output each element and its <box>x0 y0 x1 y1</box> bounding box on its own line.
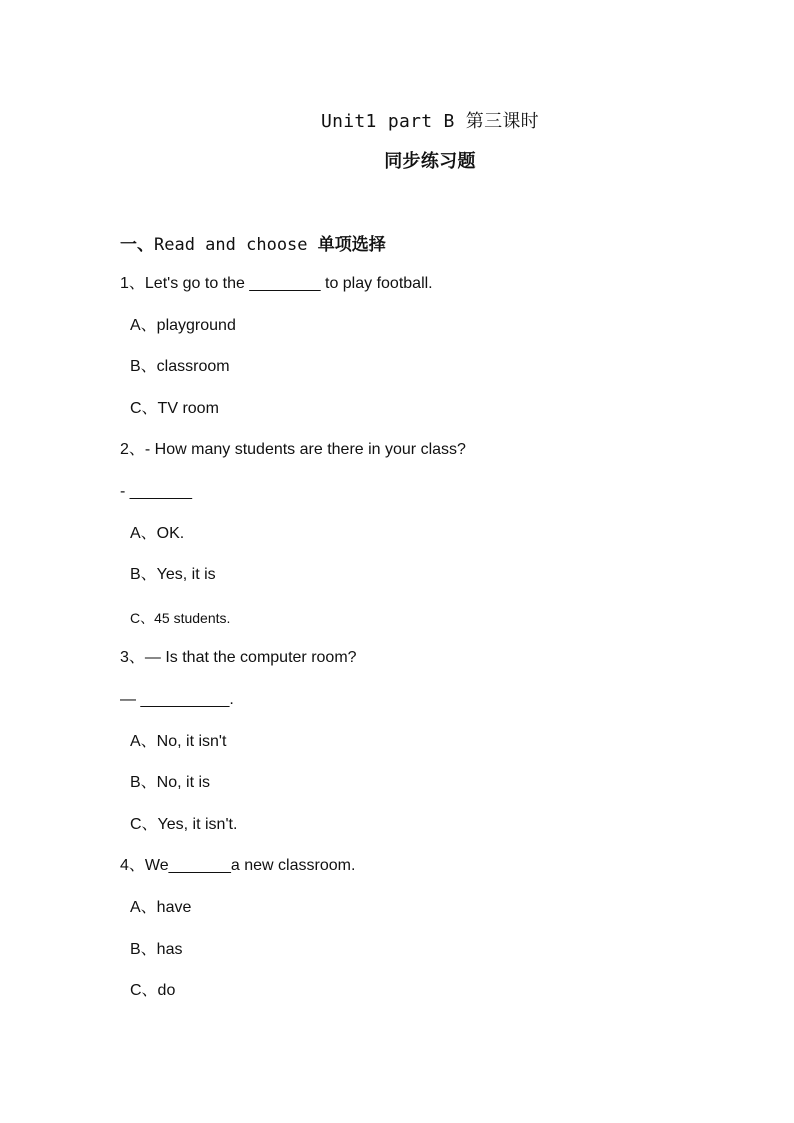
section-title-en: Read and choose <box>154 235 308 255</box>
question-4-option-c: C、do <box>130 982 176 999</box>
question-2-option-c: C、45 students. <box>130 610 231 626</box>
page-subtitle: 同步练习题 <box>384 151 476 172</box>
section-title-cn: 单项选择 <box>317 235 386 255</box>
question-2-answer-line: - _______ <box>120 483 193 500</box>
question-1-option-c: C、TV room <box>130 400 219 417</box>
question-2-option-a: A、OK. <box>130 525 185 542</box>
question-4-option-a: A、have <box>130 899 192 916</box>
section-heading <box>120 230 386 255</box>
question-1-option-a: A、playground <box>130 317 236 334</box>
question-4-option-b: B、has <box>130 941 183 958</box>
question-1-option-b: B、classroom <box>130 358 230 375</box>
question-2-option-b: B、Yes, it is <box>130 566 216 583</box>
page-title: Unit1 part B 第三课时 <box>321 111 539 132</box>
question-3-answer-line: — __________. <box>120 691 234 708</box>
question-1-stem: 1、Let's go to the ________ to play football. <box>120 275 433 292</box>
section-number: 一、 <box>120 235 154 255</box>
question-2-stem: 2、- How many students are there in your class? <box>120 441 466 458</box>
question-3-option-c: C、Yes, it isn't. <box>130 816 238 833</box>
question-3-option-a: A、No, it isn't <box>130 733 227 750</box>
question-3-option-b: B、No, it is <box>130 774 211 791</box>
question-3-stem: 3、— Is that the computer room? <box>120 649 357 666</box>
question-4-stem: 4、We_______a new classroom. <box>120 857 356 874</box>
